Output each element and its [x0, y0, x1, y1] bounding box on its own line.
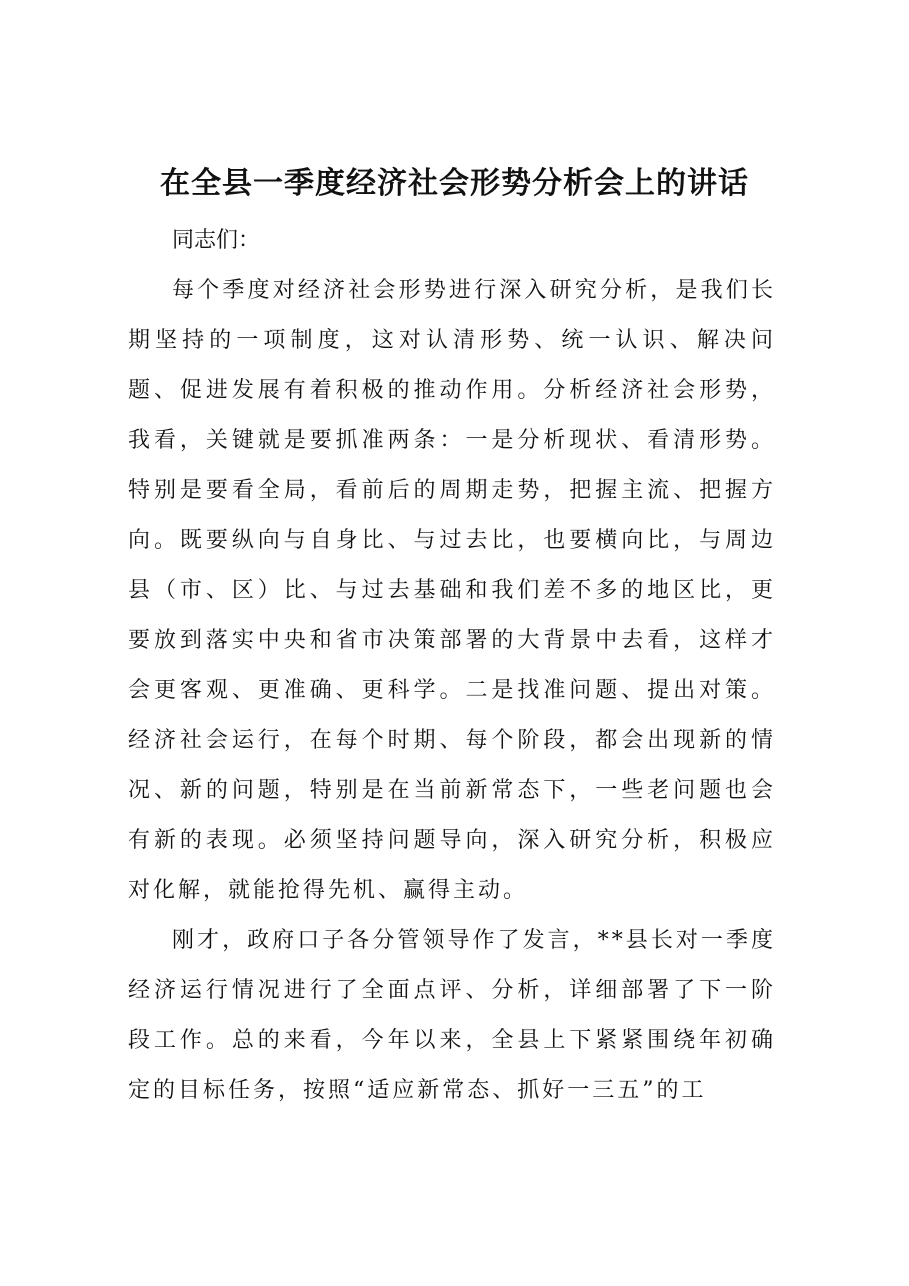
paragraph-1: 每个季度对经济社会形势进行深入研究分析，是我们长期坚持的一项制度，这对认清形势、统一认识、解决问题、促进发展有着积极的推动作用。分析经济社会形势，我看，关键就是要抓准两条：一是分析现状、看清形势。特别是要看全局，看前后的周期走势，把握主流、把握方向。既要纵向与自身比、与过去比，也要横向比，与周边县（市、区）比、与过去基础和我们差不多的地区比，更要放到落实中央和省市决策部署的大背景中去看，这样才会更客观、更准确、更科学。二是找准问题、提出对策。经济社会运行，在每个时期、每个阶段，都会出现新的情况、新的问题，特别是在当前新常态下，一些老问题也会有新的表现。必须坚持问题导向，深入研究分析，积极应对化解，就能抢得先机、赢得主动。: [128, 278, 776, 903]
document-title: 在全县一季度经济社会形势分析会上的讲话: [160, 166, 749, 201]
document-body: [128, 216, 776, 1116]
salutation: 同志们：: [172, 228, 261, 253]
paragraph-2: 刚才，政府口子各分管领导作了发言，**县长对一季度经济运行情况进行了全面点评、分析，详细部署了下一阶段工作。总的来看，今年以来，全县上下紧紧围绕年初确定的目标任务，按照“适应新常态、抓好一三五”的工: [128, 928, 776, 1103]
